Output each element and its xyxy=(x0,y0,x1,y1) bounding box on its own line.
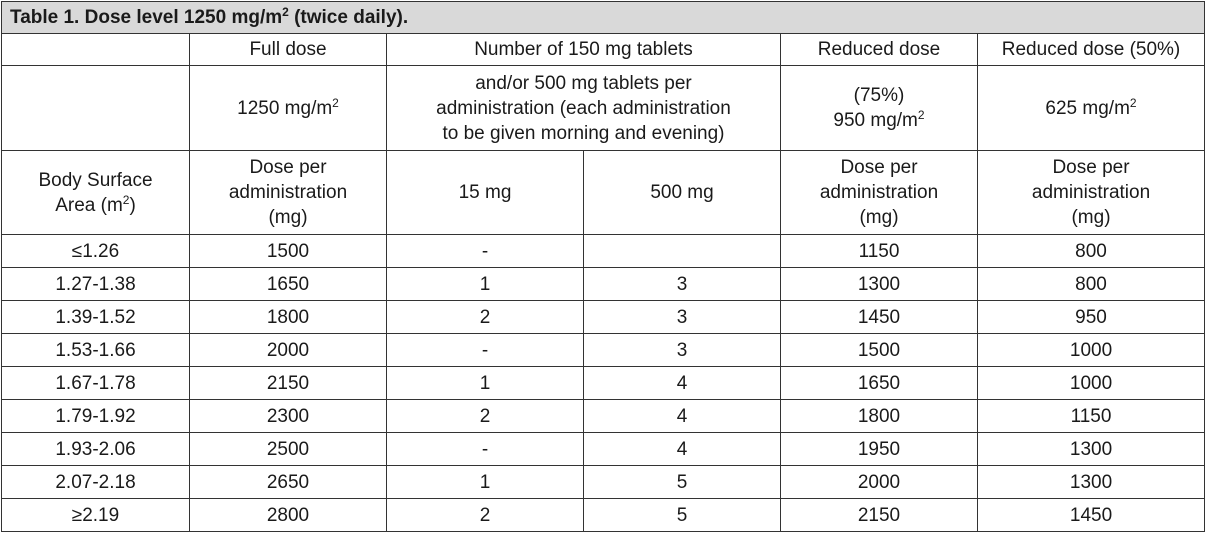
cell-full: 1650 xyxy=(190,268,387,301)
cell-15mg: 2 xyxy=(387,301,584,334)
table-row xyxy=(2,301,1205,334)
cell-reduced-75: 1950 xyxy=(781,433,978,466)
cell-reduced-75: 1450 xyxy=(781,301,978,334)
header-reduced-75: Reduced dose xyxy=(781,34,978,66)
cell-full: 1500 xyxy=(190,235,387,268)
cell-bsa: 1.79-1.92 xyxy=(2,400,190,433)
header3-bsa: Body Surface Area $(m^2)$ xyxy=(2,151,190,235)
header-tablets: Number of 150 mg tablets xyxy=(387,34,781,66)
cell-full: 2000 xyxy=(190,334,387,367)
cell-15mg: - xyxy=(387,334,584,367)
header3-500mg: 500 mg xyxy=(584,151,781,235)
cell-reduced-75: 2000 xyxy=(781,466,978,499)
cell-full: 2300 xyxy=(190,400,387,433)
cell-500mg: 3 xyxy=(584,301,781,334)
table-row xyxy=(2,367,1205,400)
cell-reduced-75: 2150 xyxy=(781,499,978,532)
tablets-line-2: administration (each administration xyxy=(436,97,731,119)
header3-15mg: 15 mg xyxy=(387,151,584,235)
cell-15mg: - xyxy=(387,235,584,268)
cell-bsa: ≤1.26 xyxy=(2,235,190,268)
tablets-line-3: to be given morning and evening) xyxy=(442,122,725,144)
cell-reduced-50: 800 xyxy=(978,235,1205,268)
header2-reduced-75 xyxy=(781,66,978,151)
cell-15mg: 1 xyxy=(387,268,584,301)
cell-15mg: - xyxy=(387,433,584,466)
table-row xyxy=(2,235,1205,268)
cell-reduced-50: 1300 xyxy=(978,433,1205,466)
cell-500mg xyxy=(584,235,781,268)
table-row xyxy=(2,268,1205,301)
dose-table xyxy=(1,1,1205,532)
cell-bsa: 2.07-2.18 xyxy=(2,466,190,499)
cell-reduced-75: 1800 xyxy=(781,400,978,433)
cell-reduced-50: 1450 xyxy=(978,499,1205,532)
cell-500mg: 3 xyxy=(584,268,781,301)
tablets-line-1: and/or 500 mg tablets per xyxy=(475,72,692,94)
table-title: Table 1. Dose level 1250 $mg/m^2$ (twice daily). xyxy=(2,2,1205,34)
table-row xyxy=(2,466,1205,499)
cell-500mg: 4 xyxy=(584,400,781,433)
cell-bsa: 1.27-1.38 xyxy=(2,268,190,301)
header-full-dose: Full dose xyxy=(190,34,387,66)
cell-bsa: 1.67-1.78 xyxy=(2,367,190,400)
header3-reduced-75: Dose per administration (mg) xyxy=(781,151,978,235)
cell-15mg: 2 xyxy=(387,400,584,433)
cell-reduced-50: 1000 xyxy=(978,367,1205,400)
cell-bsa: 1.53-1.66 xyxy=(2,334,190,367)
cell-reduced-50: 1000 xyxy=(978,334,1205,367)
cell-500mg: 5 xyxy=(584,499,781,532)
cell-bsa: ≥2.19 xyxy=(2,499,190,532)
cell-reduced-50: 800 xyxy=(978,268,1205,301)
cell-full: 2800 xyxy=(190,499,387,532)
cell-reduced-75: 1650 xyxy=(781,367,978,400)
cell-full: 2650 xyxy=(190,466,387,499)
reduced-75-dose: 950 $mg/m^2$ xyxy=(833,108,925,131)
cell-full: 1800 xyxy=(190,301,387,334)
cell-reduced-50: 950 xyxy=(978,301,1205,334)
cell-reduced-75: 1500 xyxy=(781,334,978,367)
cell-500mg: 4 xyxy=(584,367,781,400)
table-row xyxy=(2,499,1205,532)
cell-reduced-75: 1150 xyxy=(781,235,978,268)
table-row xyxy=(2,400,1205,433)
header2-empty-cell xyxy=(2,66,190,151)
header3-full-dose: Dose per administration (mg) xyxy=(190,151,387,235)
cell-reduced-50: 1300 xyxy=(978,466,1205,499)
header2-reduced-50: 625 $mg/m^2$ xyxy=(978,66,1205,151)
cell-15mg: 1 xyxy=(387,466,584,499)
header-empty-cell xyxy=(2,34,190,66)
cell-bsa: 1.39-1.52 xyxy=(2,301,190,334)
header2-tablets xyxy=(387,66,781,151)
cell-full: 2150 xyxy=(190,367,387,400)
reduced-75-percent: (75%) xyxy=(853,85,905,106)
cell-reduced-50: 1150 xyxy=(978,400,1205,433)
table-row xyxy=(2,334,1205,367)
cell-bsa: 1.93-2.06 xyxy=(2,433,190,466)
cell-full: 2500 xyxy=(190,433,387,466)
cell-reduced-75: 1300 xyxy=(781,268,978,301)
cell-15mg: 2 xyxy=(387,499,584,532)
cell-15mg: 1 xyxy=(387,367,584,400)
cell-500mg: 4 xyxy=(584,433,781,466)
header-reduced-50: Reduced dose (50%) xyxy=(978,34,1205,66)
header3-reduced-50: Dose per administration (mg) xyxy=(978,151,1205,235)
header2-full-dose: 1250 $mg/m^2$ xyxy=(190,66,387,151)
table-row xyxy=(2,433,1205,466)
cell-500mg: 3 xyxy=(584,334,781,367)
cell-500mg: 5 xyxy=(584,466,781,499)
